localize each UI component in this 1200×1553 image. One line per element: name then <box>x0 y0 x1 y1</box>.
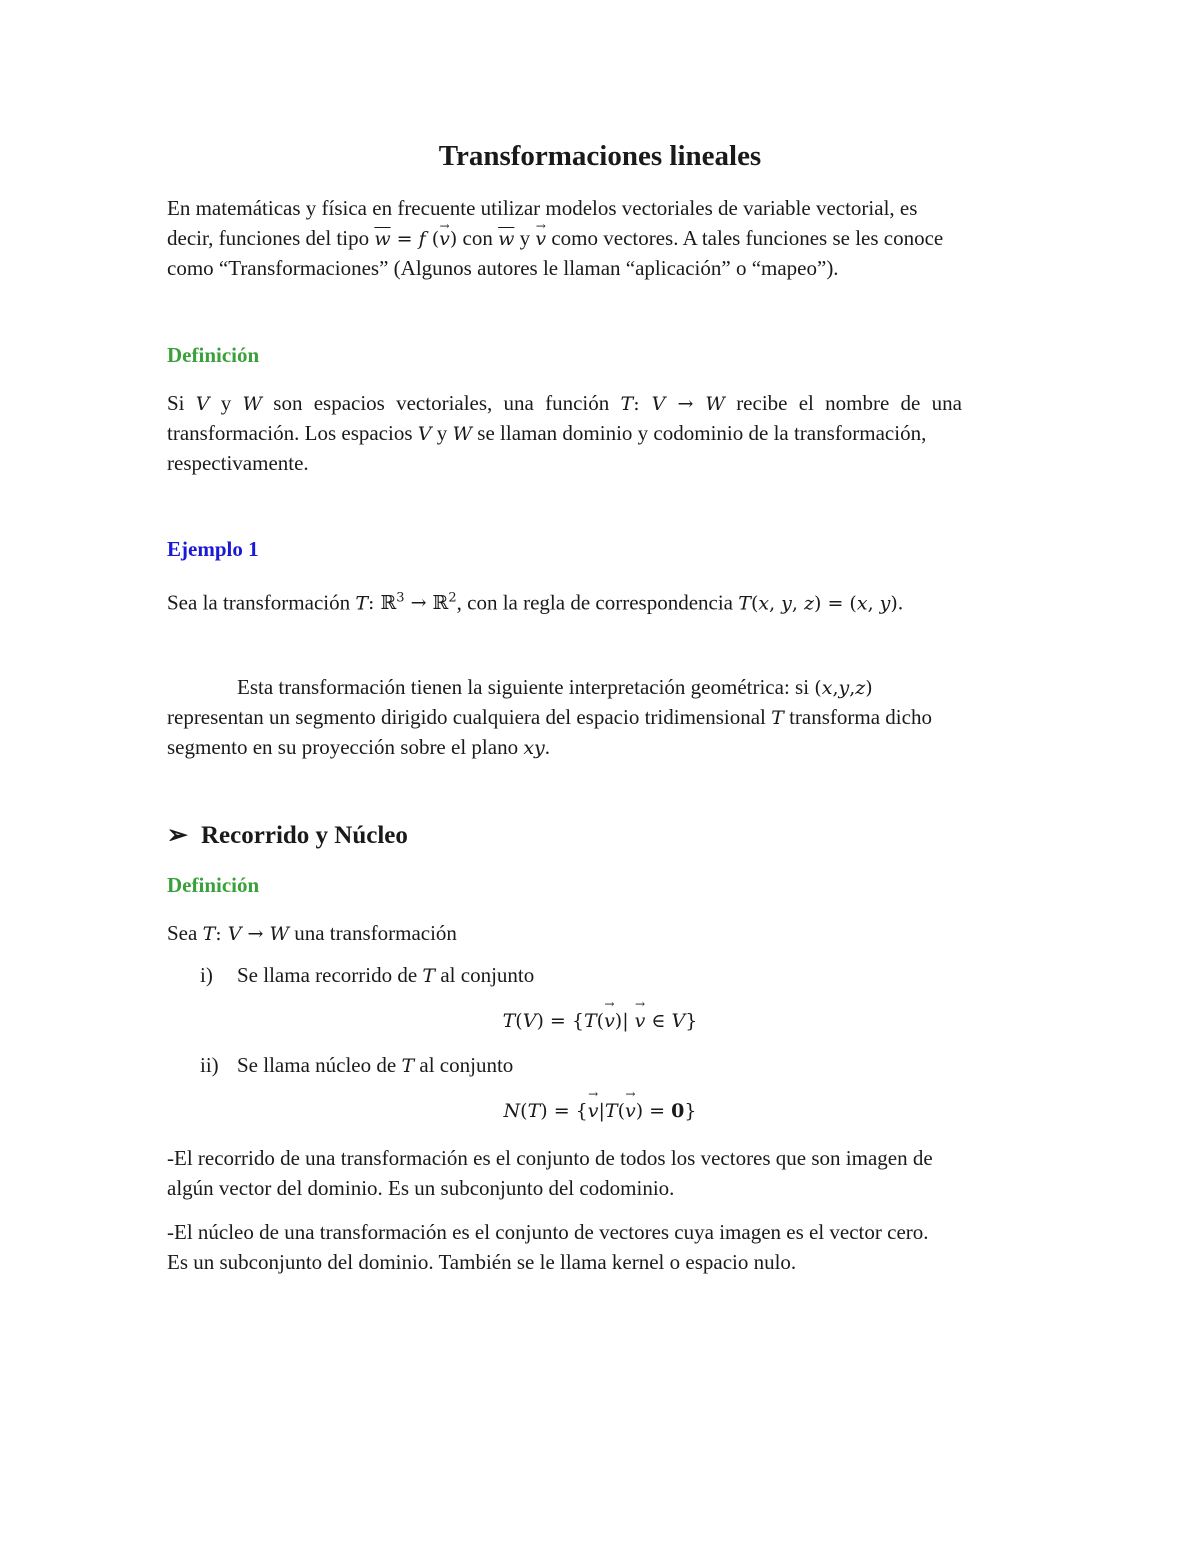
note-2-line-1 <box>167 1217 1033 1247</box>
example1-text-c: . <box>897 590 904 615</box>
intro-line-2 <box>167 223 1033 254</box>
list-item-1 <box>200 963 534 988</box>
def1-text-1c: son espacios vectoriales, una función <box>262 391 621 415</box>
item2-text-a: Se llama núcleo de <box>237 1053 402 1077</box>
interpretation-text-3a: segmento en su proyección sobre el plano <box>167 735 524 759</box>
math-W-3: W <box>452 423 473 445</box>
note-2-text-1: -El núcleo de una transformación es el conjunto de vectores cuya imagen es el vector cero. <box>167 1220 929 1244</box>
math-v-vec-2: → v <box>535 224 546 254</box>
math-paren: ( <box>425 228 440 250</box>
note-2-line-2 <box>167 1247 1033 1277</box>
section-heading <box>167 820 408 850</box>
math-W-2: W <box>705 393 725 415</box>
def1-text-1b: y <box>209 391 243 415</box>
math-V-3: V <box>417 423 432 445</box>
math-W: W <box>242 393 263 415</box>
math-T-map: T <box>620 393 634 415</box>
math-arrow: → <box>665 393 706 415</box>
def1-text-2c: se llaman dominio y codominio de la transformación, <box>472 421 927 445</box>
note-1-text-2: algún vector del dominio. Es un subconjunto del codominio. <box>167 1176 675 1200</box>
interpretation-line-1 <box>167 672 1033 703</box>
list-number-1: i) <box>200 963 213 987</box>
example1-text-a: Sea la transformación <box>167 590 356 615</box>
intro-text-2c: y <box>514 226 536 250</box>
list-item-2 <box>200 1053 513 1078</box>
def1-text-2a: transformación. Los espacios <box>167 421 418 445</box>
item2-text-b: al conjunto <box>414 1053 514 1077</box>
def2-text-sea-b: una transformación <box>288 921 457 945</box>
range-equation: T(V) = {T(→ v)| → v ∈ V} <box>0 1008 1200 1033</box>
def1-line-3 <box>167 448 1033 478</box>
math-colon: : <box>633 393 652 415</box>
math-colon-def2: : <box>215 923 228 945</box>
def1-line-2 <box>167 418 1033 449</box>
math-T-ex: T <box>355 592 369 615</box>
def1-text-2b: y <box>431 421 453 445</box>
interpretation-text-2b: transforma dicho <box>783 705 932 729</box>
example1-line <box>167 584 1033 618</box>
def1-text-1d: recibe el nombre de una <box>724 391 962 415</box>
math-eq: = <box>390 228 419 250</box>
math-V: V <box>195 393 210 415</box>
intro-text-2a: decir, funciones del tipo <box>167 226 375 250</box>
interpretation-text-2a: representan un segmento dirigido cualquiera del espacio tridimensional <box>167 705 772 729</box>
interpretation-line-3 <box>167 732 1033 763</box>
interpretation-text-1a: Esta transformación tienen la siguiente interpretación geométrica: si <box>237 675 815 699</box>
math-V-def2: V <box>227 923 242 945</box>
math-w-bar: $\overline{w}$ <box>374 228 391 250</box>
interpretation-line-2 <box>167 702 1033 733</box>
math-w-bar-2: $\overline{w}$ <box>498 228 515 250</box>
math-paren-close: ) <box>449 228 458 250</box>
section-title: Recorrido y Núcleo <box>201 822 408 849</box>
intro-text-2b: con <box>457 226 499 250</box>
example-heading-1: Ejemplo 1 <box>167 537 259 561</box>
definition-heading-1: Definición <box>167 343 260 367</box>
def1-line-1 <box>167 388 1033 419</box>
math-arrow-def2: → <box>241 923 270 945</box>
def1-text-1a: Si <box>167 391 196 415</box>
math-T-def2: T <box>202 923 216 945</box>
math-xyz: (x,y,z) <box>814 677 873 699</box>
def1-text-3: respectivamente. <box>167 451 309 475</box>
intro-text-2d: como vectores. A tales funciones se les conoce <box>546 226 944 250</box>
math-f: f <box>418 228 426 250</box>
intro-text-3: como “Transformaciones” (Algunos autores le llaman “aplicación” o “mapeo”). <box>167 256 839 280</box>
example1-text-b: , con la regla de correspondencia <box>456 590 739 615</box>
item1-text-b: al conjunto <box>435 963 535 987</box>
math-xy: xy <box>523 737 545 759</box>
note-1-line-2 <box>167 1173 1033 1203</box>
note-1-line-1 <box>167 1143 1033 1173</box>
math-T-item2: T <box>401 1055 415 1077</box>
math-T-item1: T <box>422 965 436 987</box>
math-rule-args: (x, y, z) = (x, y) <box>750 592 898 615</box>
math-colon-ex: : ℝ$^3$ → ℝ$^2$ <box>368 591 457 615</box>
arrow-bullet-icon: ➢ <box>167 822 188 849</box>
item1-text-a: Se llama recorrido de <box>237 963 423 987</box>
intro-text-1: En matemáticas y física en frecuente utilizar modelos vectoriales de variable vectorial, es <box>167 196 918 220</box>
math-W-def2: W <box>269 923 289 945</box>
definition-heading-2: Definición <box>167 873 260 897</box>
page-title: Transformaciones lineales <box>438 140 762 172</box>
list-number-2: ii) <box>200 1053 219 1077</box>
def2-sea-line <box>167 918 1033 949</box>
math-v-vec: → v <box>439 224 450 254</box>
math-T-interp: T <box>771 707 784 729</box>
def2-text-sea-a: Sea <box>167 921 203 945</box>
intro-line-3 <box>167 253 1033 283</box>
kernel-equation: N(T) = {→ v|T(→ v) = 0} <box>0 1098 1200 1123</box>
note-2-text-2: Es un subconjunto del dominio. También se le llama kernel o espacio nulo. <box>167 1250 797 1274</box>
math-rule: T <box>738 592 751 615</box>
note-1-text-1: -El recorrido de una transformación es el conjunto de todos los vectores que son imagen de <box>167 1146 933 1170</box>
intro-line-1 <box>167 193 1033 223</box>
interpretation-text-3b: . <box>544 735 551 759</box>
math-V-2: V <box>651 393 666 415</box>
